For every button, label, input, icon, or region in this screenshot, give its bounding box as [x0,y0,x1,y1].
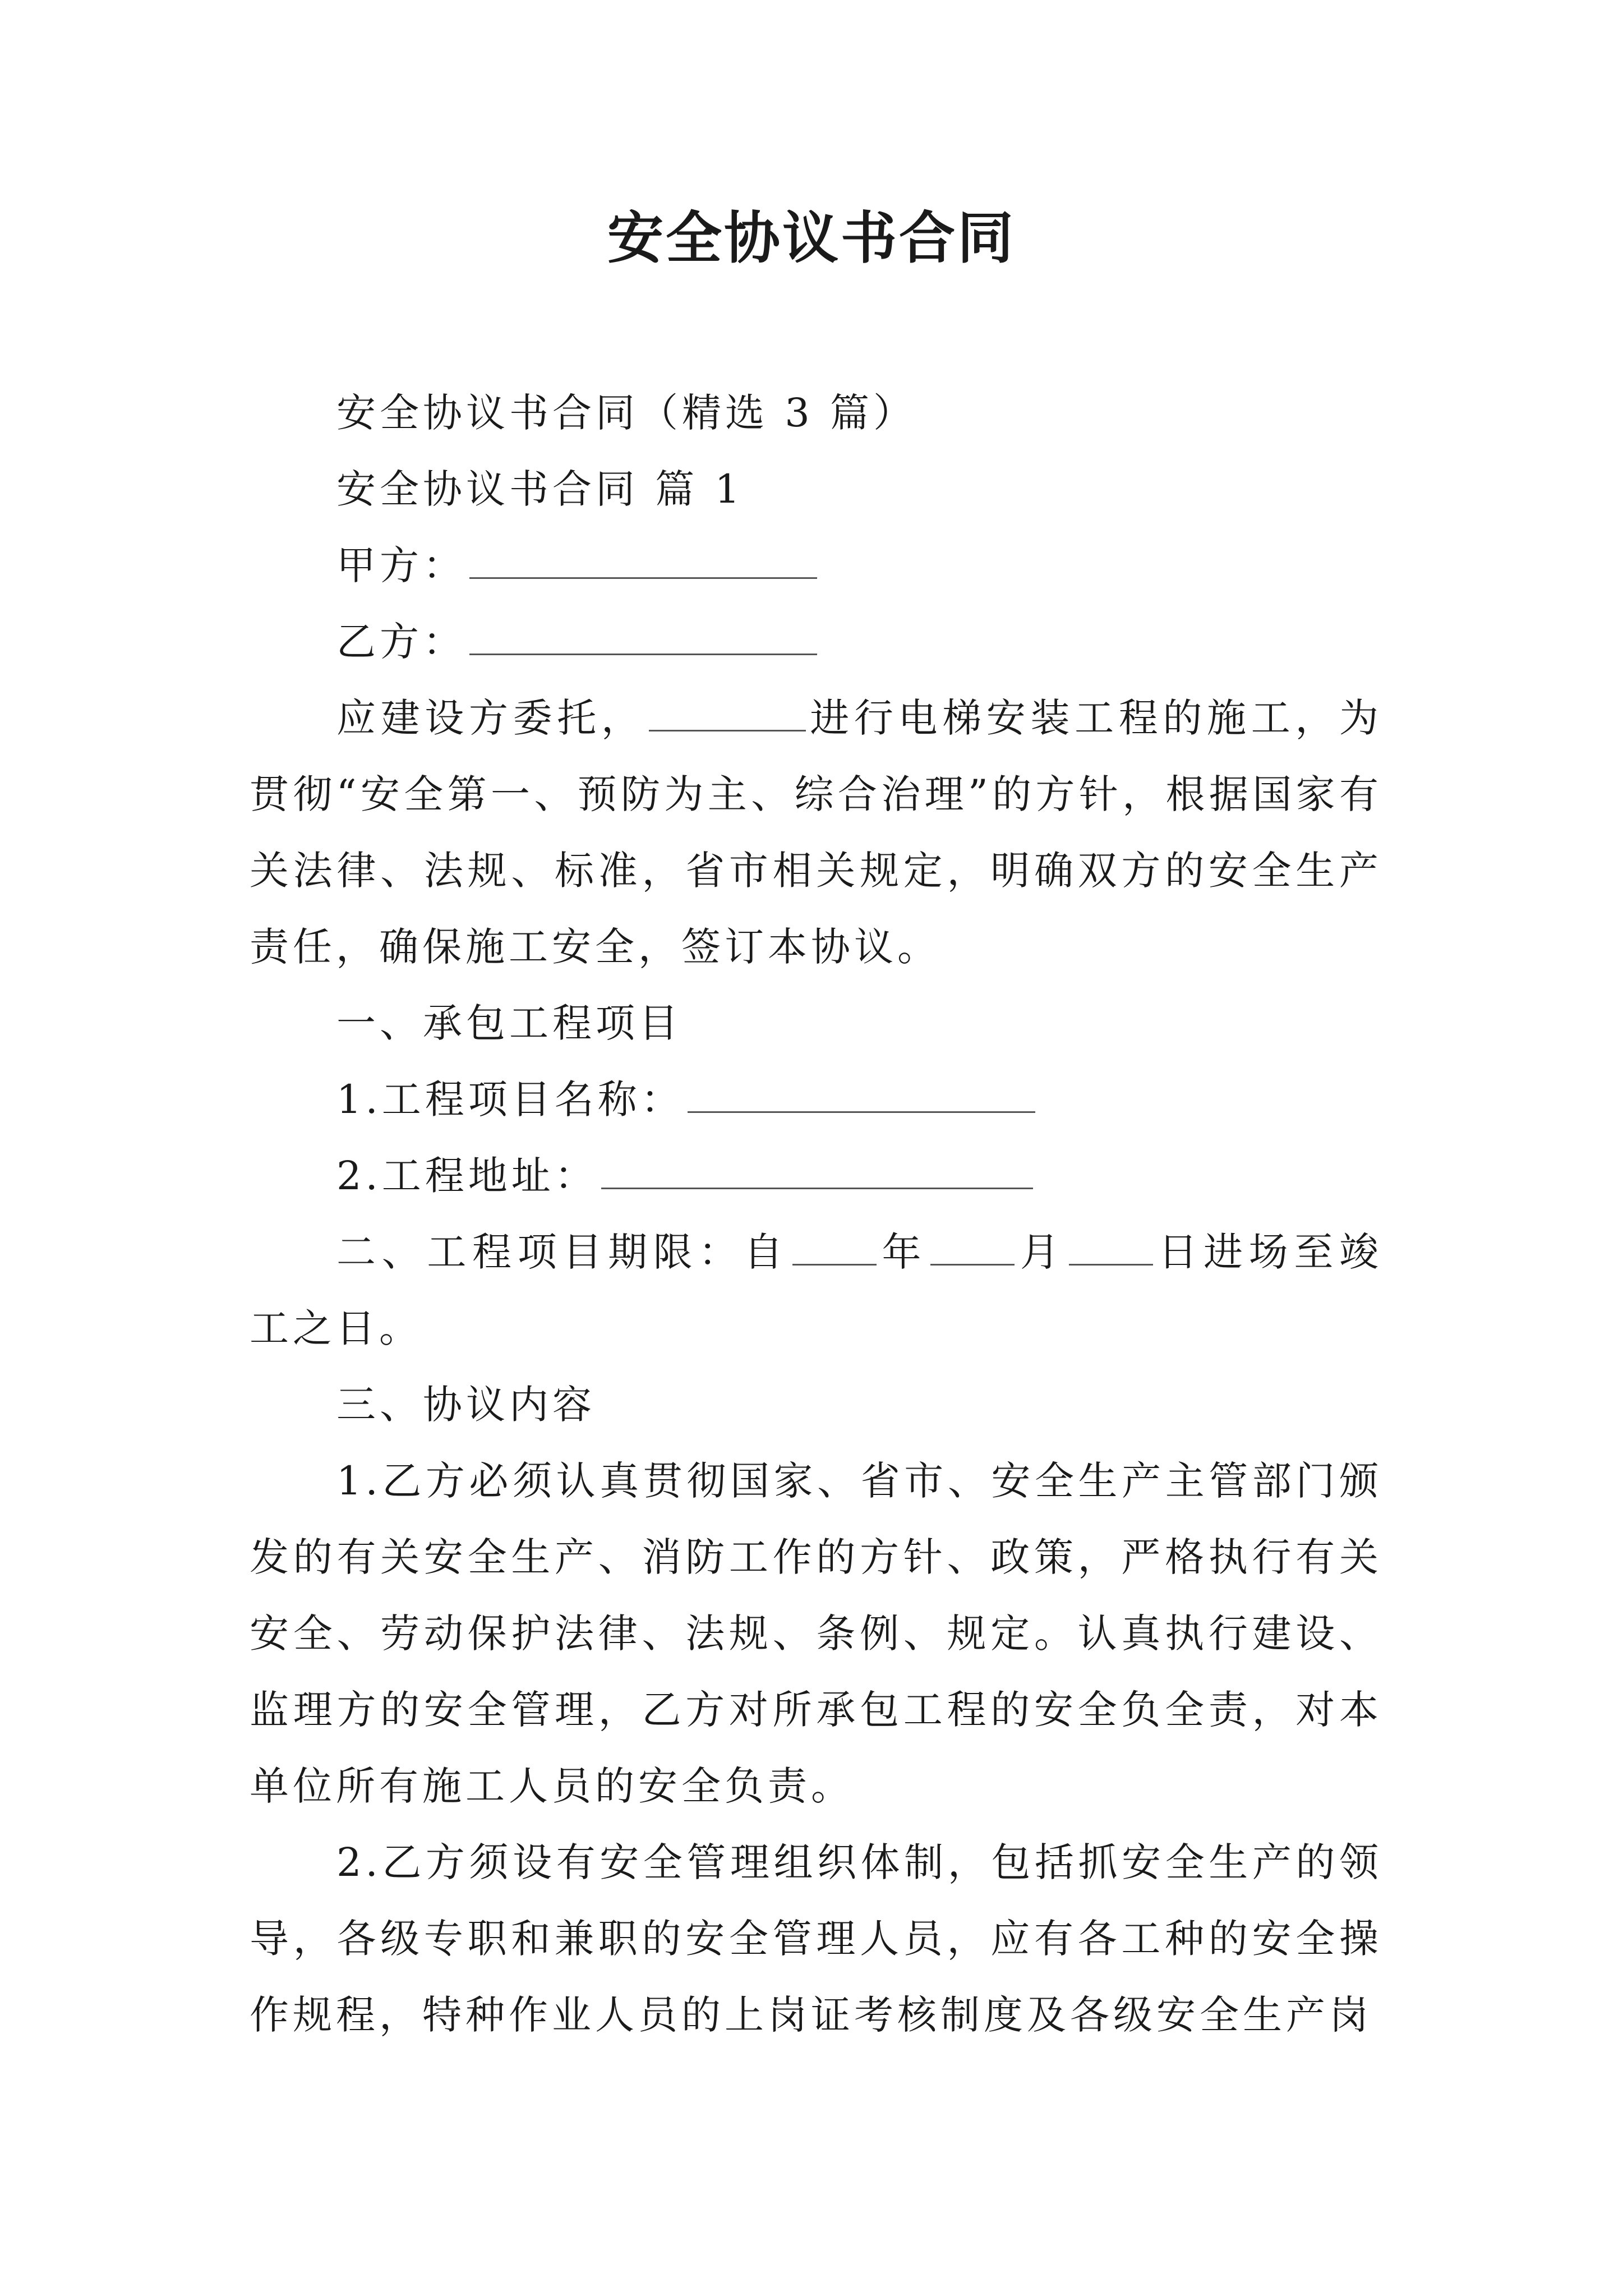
period-paragraph [250,1214,1382,1366]
party-b-blank [469,620,817,655]
project-name-line [250,1061,1382,1138]
section-3-heading [250,1366,1382,1443]
period-month: 月 [1018,1229,1066,1275]
party-a-label: 甲方： [336,542,466,588]
party-b-label: 乙方： [336,619,466,665]
project-address-blank [601,1154,1033,1189]
period-year: 年 [879,1229,928,1275]
project-name-label: 1.工程项目名称： [336,1076,684,1122]
period-suffix: 日进场至竣工之日。 [250,1229,1383,1351]
clause-1-text: 1.乙方必须认真贯彻国家、省市、安全生产主管部门颁发的有关安全生产、消防工作的方针、政策，严格执行有关安全、劳动保护法律、法规、条例、规定。认真执行建设、监理方的安全管理，乙方对所承包工程的安全负全责，对本单位所有施工人员的安全负责。 [250,1458,1382,1809]
party-b-line [250,604,1382,680]
subtitle [250,375,1382,451]
clause-2 [250,1824,1382,2053]
intro-before: 应建设方委托， [336,695,645,741]
month-blank [930,1230,1015,1266]
day-blank [1069,1230,1153,1266]
party-a-blank [469,544,817,579]
section-heading [250,451,1382,527]
project-name-blank [688,1078,1035,1113]
section-1-text: 一、承包工程项目 [336,1000,682,1046]
intro-paragraph [250,680,1382,985]
clause-1 [250,1443,1382,1824]
document-title: 安全协议书合同 [607,205,1016,271]
section-3-text: 三、协议内容 [336,1382,596,1428]
subtitle-text: 安全协议书合同（精选 3 篇） [336,390,917,436]
contractor-blank [649,696,806,731]
period-prefix: 二、工程项目期限：自 [336,1229,789,1275]
year-blank [792,1230,877,1266]
project-address-label: 2.工程地址： [336,1153,598,1199]
clause-2-text: 2.乙方须设有安全管理组织体制，包括抓安全生产的领导，各级专职和兼职的安全管理人员，应有各工种的安全操作规程，特种作业人员的上岗证考核制度及各级安全生产岗 [250,1839,1382,2038]
section-1-heading [250,985,1382,1061]
intro-after: 进行电梯安装工程的施工，为贯彻“安全第一、预防为主、综合治理”的方针，根据国家有关法律、法规、标准，省市相关规定，明确双方的安全生产责任，确保施工安全，签订本协议。 [250,695,1383,970]
section-heading-text: 安全协议书合同 篇 1 [336,466,744,512]
project-address-line [250,1138,1382,1214]
party-a-line [250,527,1382,604]
document-body [250,375,1382,2053]
